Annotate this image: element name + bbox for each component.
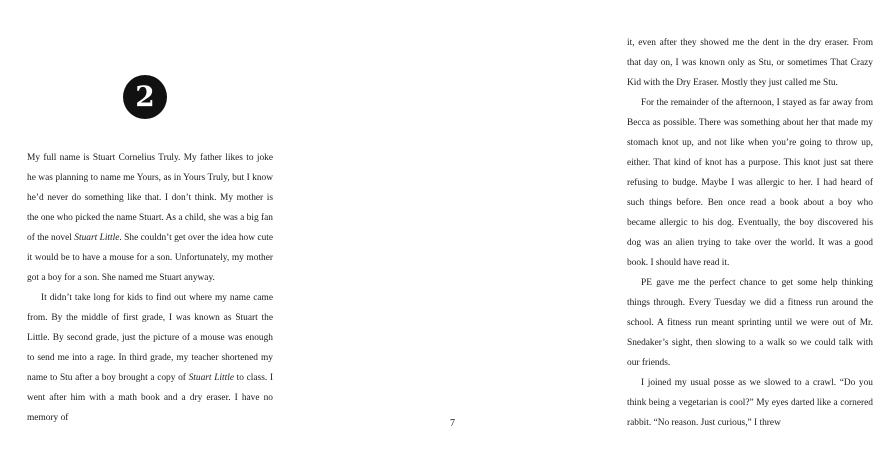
text-run: I joined my usual posse as we slowed to a crawl. “Do you think being a vegetarian is cool?” My eyes darted like a cornered rabbit. “No reason. Just curious,” I threw <box>627 378 873 428</box>
paragraph <box>627 33 873 93</box>
paragraph <box>627 273 873 373</box>
page-number: 7 <box>450 418 455 429</box>
paragraph <box>627 93 873 273</box>
text-run: My full name is Stuart Cornelius Truly. My father likes to joke he was planning to name me Yours, as in Yours Truly, but I know he’d never do something like that. I don’t think. My mother is the one who picked the name Stuart. As a child, she was a big fan of the novel <box>27 153 273 243</box>
chapter-number-badge <box>123 75 167 119</box>
paragraph <box>27 288 273 428</box>
book-title-italic: Stuart Little <box>74 233 120 243</box>
text-run: it, even after they showed me the dent in the dry eraser. From that day on, I was known only as Stu, or sometimes That Crazy Kid with the Dry Eraser. Mostly they just called me Stu. <box>627 38 873 88</box>
right-page-text <box>627 33 873 433</box>
text-run: to class. I went after him with a math book and a dry eraser. I have no memory of <box>27 373 273 423</box>
chapter-number: 2 <box>135 80 155 113</box>
left-page <box>0 0 300 450</box>
text-run: . She couldn’t get over the idea how cute it would be to have a mouse for a son. Unfortunately, my mother got a boy for a son. She named me Stuart anyway. <box>27 233 274 283</box>
left-page-text <box>27 148 273 428</box>
text-run: It didn’t take long for kids to find out where my name came from. By the middle of first grade, I was known as Stuart the Little. By second grade, just the picture of a mouse was enough to send me into a rage. In third grade, my teacher shortened my name to Stu after a boy brought a copy of <box>27 293 273 383</box>
text-run: For the remainder of the afternoon, I stayed as far away from Becca as possible. There was something about her that made my stomach knot up, and not like when you’re going to throw up, either. That kind of knot has a purpose. This knot just sat there refusing to budge. Maybe I was allergic to her. I had heard of such things before. Ben once read a book about a boy who became allergic to his dog. Eventually, the boy discovered his dog was an alien trying to take over the world. It was a good book. I should have read it. <box>627 98 873 268</box>
book-title-italic: Stuart Little <box>188 373 234 383</box>
text-run: PE gave me the perfect chance to get some help thinking things through. Every Tuesday we did a fitness run around the school. A fitness run meant sprinting until we were out of Mr. Snedaker’s sight, then slowing to a walk so we could talk with our friends. <box>627 278 873 368</box>
paragraph <box>27 148 273 288</box>
right-page <box>300 0 873 450</box>
paragraph <box>627 373 873 433</box>
